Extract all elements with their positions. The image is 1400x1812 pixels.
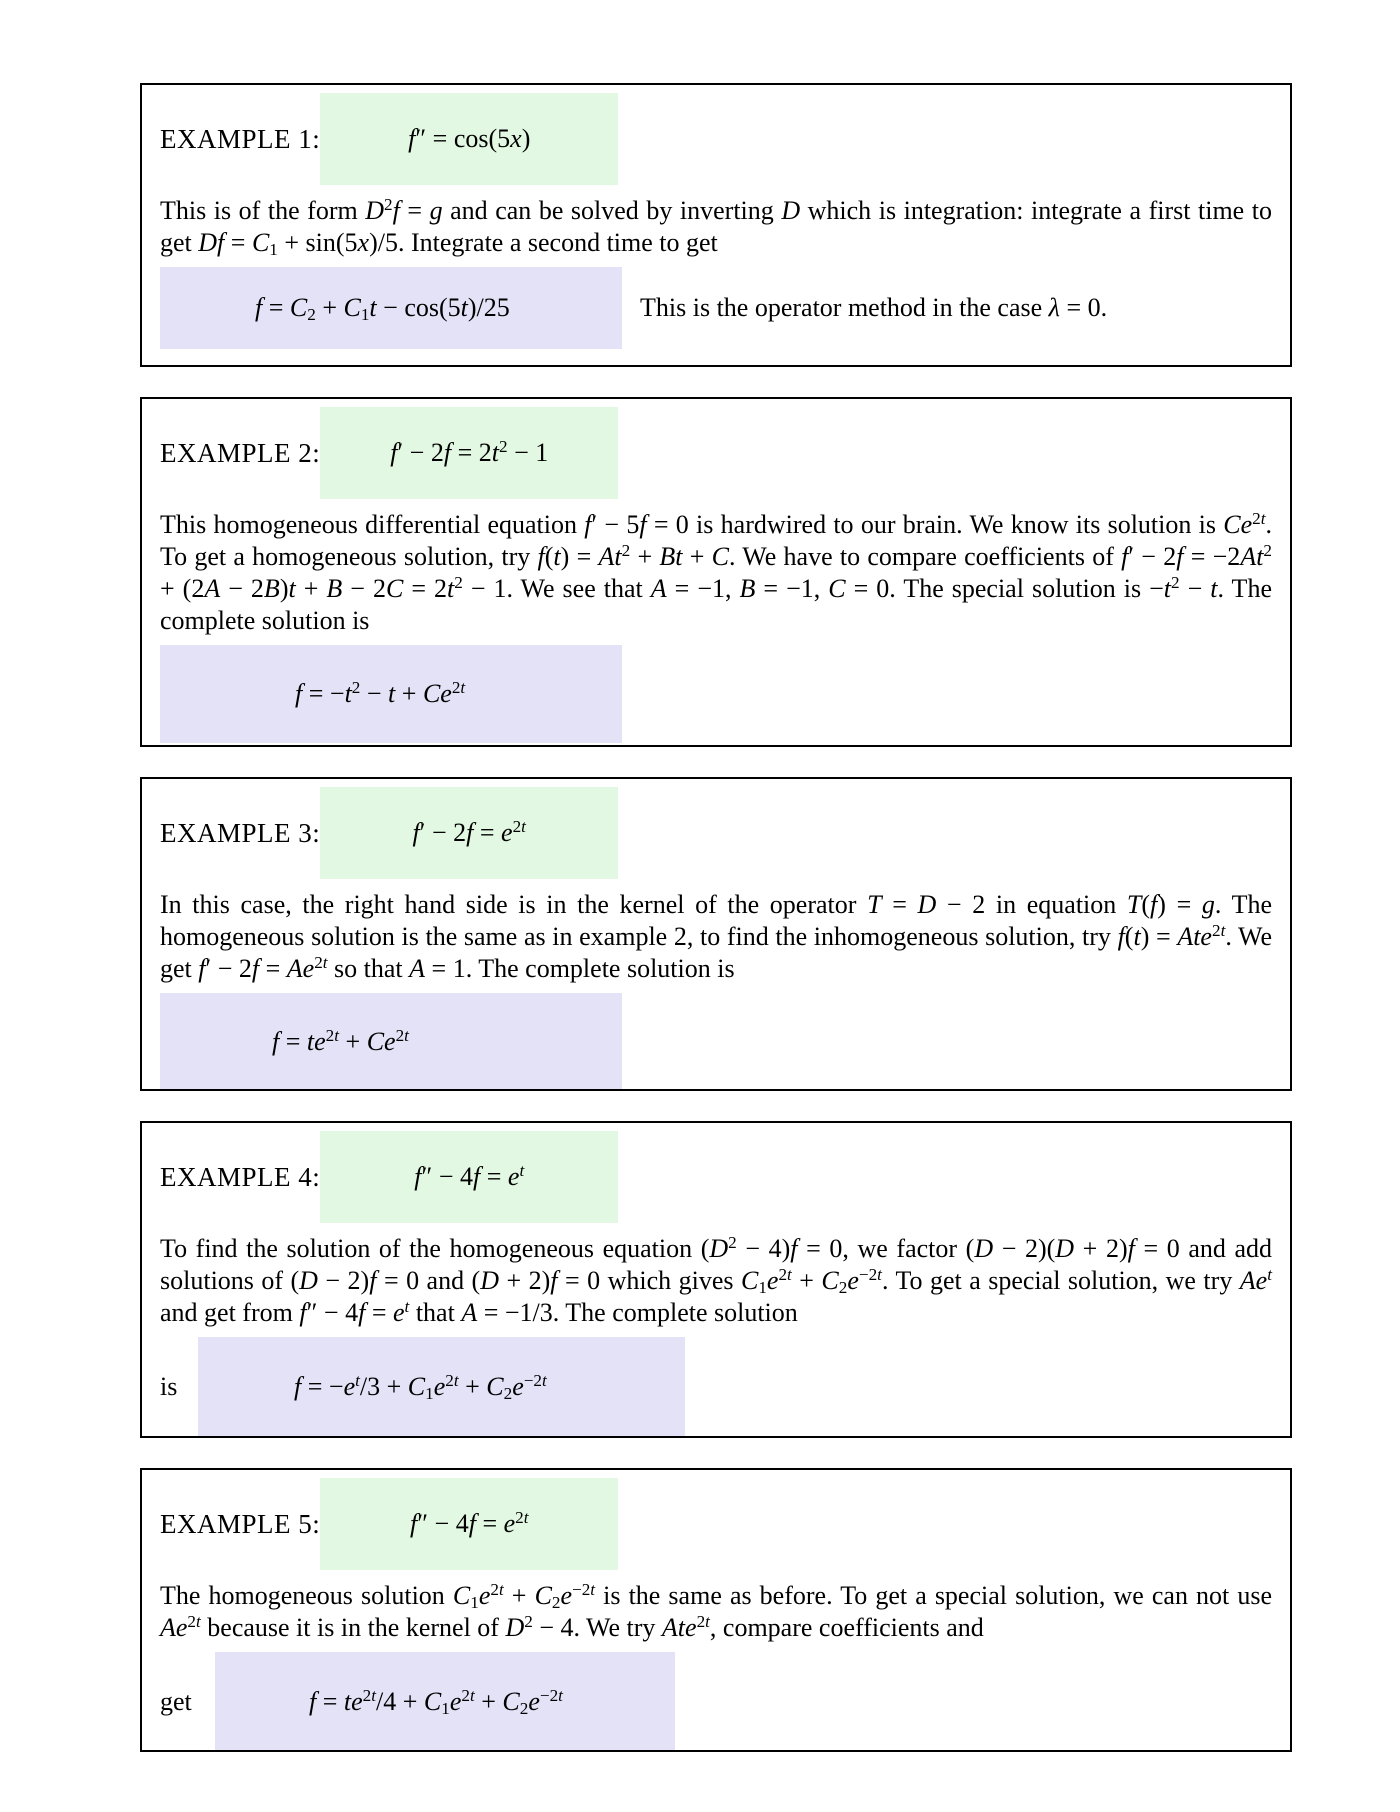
example-1-header xyxy=(160,93,1272,185)
example-4-solution-lead: is xyxy=(160,1372,178,1401)
example-3-solution-row xyxy=(160,993,1272,1091)
example-2-header xyxy=(160,407,1272,499)
example-3-equation: $f' - 2f = e^{2t}$ xyxy=(412,816,526,847)
example-5-solution-highlight xyxy=(215,1652,675,1752)
example-5-header xyxy=(160,1478,1272,1570)
example-5-solution-equation: $f = te^{2t}/4 + C_1e^{2t} + C_2e^{-2t}$ xyxy=(309,1685,563,1719)
example-5-box xyxy=(140,1468,1292,1752)
example-1-solution-highlight xyxy=(160,267,622,349)
example-1-label: EXAMPLE 1: xyxy=(160,123,321,154)
example-2-label: EXAMPLE 2: xyxy=(160,437,321,468)
example-3-solution-equation: $f = te^{2t} + Ce^{2t}$ xyxy=(272,1025,409,1056)
example-2-body-text: This homogeneous differential equation f′ − 5f = 0 is hardwired to our brain. We know its solution is $Ce^{2t}$. To get a homogeneous solution, try $f(t) = At^2 + Bt + C$. We have to compare coefficients of $f' - 2f = -2At^2 + (2A - 2B)t + B - 2C = 2t^2 - 1$. We see that A = −1, B = −1, C = 0. The special solution is $-t^2 - t$. The complete solution is xyxy=(160,508,1272,635)
example-5-solution-lead: get xyxy=(160,1687,192,1716)
example-1-solution-note: This is the operator method in the case λ = 0. xyxy=(640,293,1108,322)
example-4-body-text: To find the solution of the homogeneous equation $(D^2 - 4)f = 0$, we factor (D − 2)(D + 2)f = 0 and add solutions of (D − 2)f = 0 and (D + 2)f = 0 which gives $C_1e^{2t} + C_2e^{-2t}$. To get a special solution, we try Ae$^t$ and get from $f'' - 4f = e^t$ that A = −1/3. The complete solution xyxy=(160,1232,1273,1327)
example-3-body-text: In this case, the right hand side is in the kernel of the operator T = D − 2 in equation T(f) = g. The homogeneous solution is the same as in example 2, to find the inhomogeneous solution, try f(t) = Ate$^{2t}$. We get $f' - 2f = Ae^{2t}$ so that A = 1. The complete solution is xyxy=(160,890,1273,983)
example-2-solution-equation: $f = -t^2 - t + Ce^{2t}$ xyxy=(295,677,466,708)
example-1-box xyxy=(140,83,1292,367)
example-4-equation-highlight xyxy=(320,1131,618,1223)
example-5-body-text: The homogeneous solution $C_1e^{2t} + C_2e^{-2t}$ is the same as before. To get a special solution, we can not use $Ae^{2t}$ because it is in the kernel of $D^2 - 4$. We try Ate$^{2t}$, compare coefficients and xyxy=(160,1579,1272,1642)
example-2-solution-highlight xyxy=(160,645,622,743)
example-2-equation: $f' - 2f = 2t^2 - 1$ xyxy=(390,436,549,467)
example-4-header xyxy=(160,1131,1272,1223)
example-3-label: EXAMPLE 3: xyxy=(160,817,321,848)
example-2-solution-row xyxy=(160,645,1272,743)
example-5-label: EXAMPLE 5: xyxy=(160,1508,321,1539)
example-5-equation-highlight xyxy=(320,1478,618,1570)
example-4-label: EXAMPLE 4: xyxy=(160,1161,321,1192)
example-3-solution-highlight xyxy=(160,993,622,1091)
example-3-equation-highlight xyxy=(320,787,618,879)
example-4-equation: $f'' - 4f = e^t$ xyxy=(414,1160,525,1191)
example-2-equation-highlight xyxy=(320,407,618,499)
example-4-solution-highlight xyxy=(198,1337,685,1437)
example-5-solution-row xyxy=(160,1652,1272,1752)
example-1-solution-equation: $f = C_2 + C_1t - \cos(5t)/25$ xyxy=(255,293,510,325)
example-2-box xyxy=(140,397,1292,747)
example-3-box xyxy=(140,777,1292,1091)
example-4-box xyxy=(140,1121,1292,1438)
example-3-header xyxy=(160,787,1272,879)
example-1-body-text: This is of the form $D^2f = g$ and can be solved by inverting D which is integration: integrate a first time to get $Df = C_1 + \sin(5x)/5$. Integrate a second time to get xyxy=(160,194,1272,260)
example-1-equation: f″ = cos(5x) xyxy=(408,124,531,153)
example-1-equation-highlight xyxy=(320,93,618,185)
example-5-equation: $f'' - 4f = e^{2t}$ xyxy=(409,1507,529,1538)
example-1-solution-row xyxy=(160,267,1272,349)
example-4-solution-equation: $f = -e^t/3 + C_1e^{2t} + C_2e^{-2t}$ xyxy=(294,1370,547,1404)
example-4-solution-row xyxy=(160,1337,1272,1437)
